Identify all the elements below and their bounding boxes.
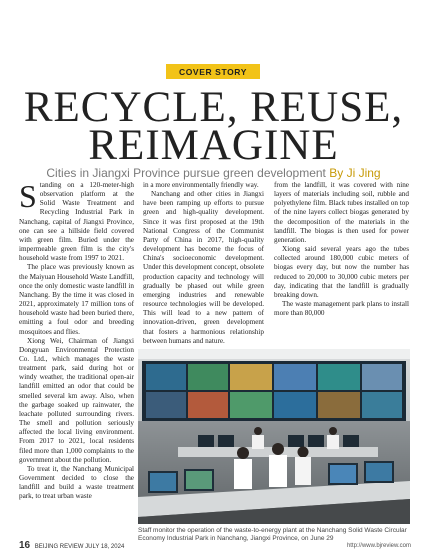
page-number: 16 bbox=[19, 540, 31, 551]
headline-line-1: RECYCLE, REUSE, bbox=[23, 84, 404, 131]
control-room-photo bbox=[138, 349, 410, 524]
publication-line: BEIJING REVIEW JULY 18, 2024 bbox=[34, 544, 125, 550]
paragraph: Xiong said several years ago the tubes collected around 180,000 cubic meters of biogas every day, but now the number has reduced to 20,000 to 30,000 cubic meters per day, indicating that the landfill is gradually breaking down. bbox=[274, 245, 409, 299]
paragraph: Nanchang and other cities in Jiangxi have been ramping up efforts to pursue green and high-quality development. Since it was first proposed at the 19th National Congress of the Communist Party of China in 2017, high-quality development has become the focus of China's socioeconomic development. Under this development concept, obsolete production capacity and technology will gradually be phased out while green emerging industries and renewable resource technologies will be developed. This will lead to a new pattern of innovation-driven, green development that fosters a harmonious relationship between humans and nature. bbox=[143, 190, 264, 345]
paragraph bbox=[19, 178, 134, 263]
article-column-1 bbox=[19, 178, 134, 501]
paragraph: Xiong Wei, Chairman of Jiangxi Dongyuan Environmental Protection Co. Ltd., which manages the waste treatment park, said during hot or windy weather, the traditional open-air landfill emitted an odor that could be smelled several km away. Also, when the garbage soaked up rainwater, the leachate polluted surrounding rivers. The smell and pollution seriously affected the local living environment. From 2017 to 2021, local residents filed more than 1,000 complaints to the government about the pollution. bbox=[19, 336, 134, 464]
article-column-3 bbox=[274, 181, 409, 318]
drop-cap: S bbox=[19, 178, 37, 214]
headline-line-2: REIMAGINE bbox=[88, 122, 339, 169]
subtitle bbox=[0, 166, 427, 180]
paragraph-text: tanding on a 120-meter-high observation platform at the Solid Waste Treatment and Recycling Industrial Park in Nanchang, capital of Jiangxi Province, one can see a hillside field covered with green film. Buried under the impermeable green film is the city's household waste from 1997 to 2021. bbox=[19, 181, 134, 263]
paragraph: To treat it, the Nanchang Municipal Government decided to close the landfill and build a waste treatment park, to treat urban waste bbox=[19, 464, 134, 501]
paragraph: from the landfill, it was covered with nine layers of materials including soil, rubble and polyethylene film. Black tubes installed on top of the nine layers collect biogas generated by the decomposition of the materials in the landfill. The biogas is then used for power generation. bbox=[274, 181, 409, 244]
byline: By Ji Jing bbox=[329, 166, 381, 180]
website-url: http://www.bjreview.com bbox=[346, 543, 411, 549]
paragraph: The waste management park plans to install more than 80,000 bbox=[274, 300, 409, 318]
paragraph: The place was previously known as the Maiyuan Household Waste Landfill, once the only domestic waste landfill in Nanchang. By the time it was closed in 2021, approximately 17 million tons of household waste had been buried there, emitting a foul odor and breeding mosquitoes and flies. bbox=[19, 263, 134, 336]
photo-caption: Staff monitor the operation of the waste-to-energy plant at the Nanchang Solid Waste Circular Economy Industrial Park in Nanchang, Jiangxi Province, on June 29 bbox=[138, 527, 407, 543]
footer-left bbox=[19, 540, 124, 551]
subtitle-text: Cities in Jiangxi Province pursue green development bbox=[46, 166, 326, 180]
paragraph: in a more environmentally friendly way. bbox=[143, 181, 259, 189]
section-tag: COVER STORY bbox=[166, 64, 260, 79]
